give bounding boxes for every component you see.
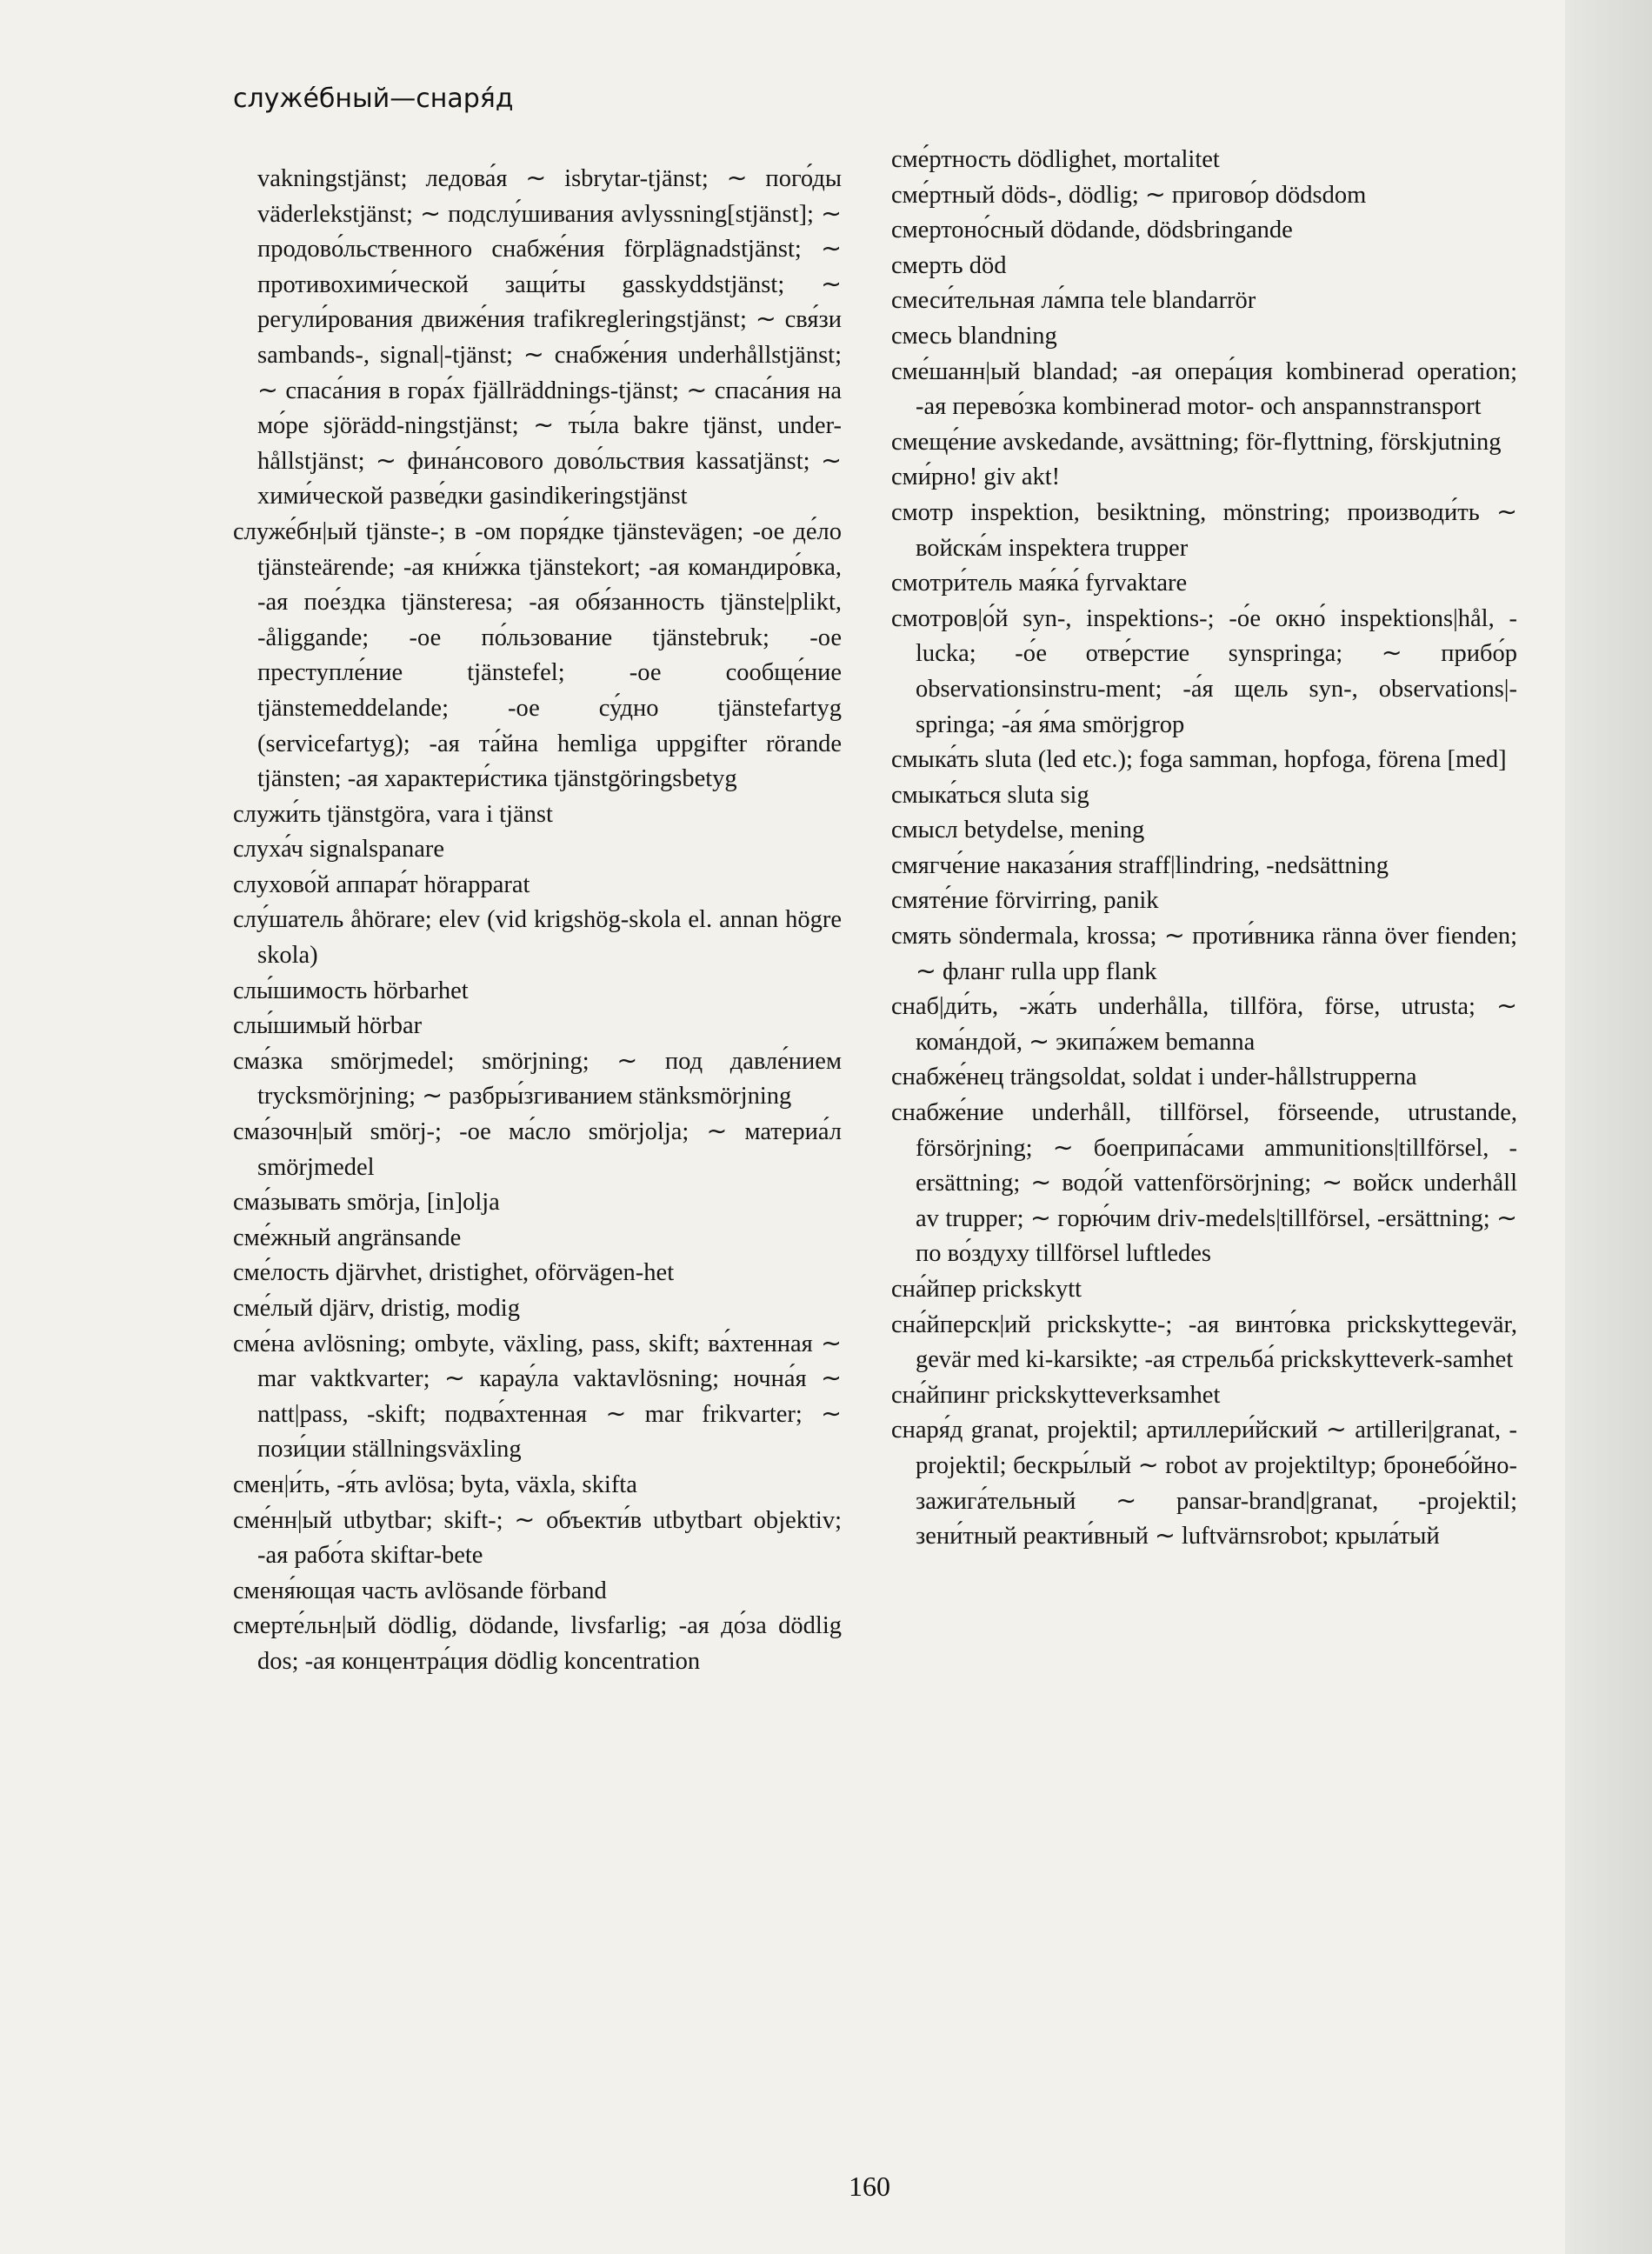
dictionary-entry: сма́зка smörjmedel; smörjning; ∼ под давле́нием trycksmörjning; ∼ разбры́згиванием stänksmörjning	[233, 1047, 842, 1110]
dictionary-entry: смеще́ние avskedande, avsättning; för-flyttning, förskjutning	[891, 428, 1502, 456]
dictionary-entry: служи́ть tjänstgöra, vara i tjänst	[233, 800, 553, 828]
dictionary-entry: снаря́д granat, projektil; артиллери́йский ∼ artilleri|granat, -projektil; бескры́лый ∼ robot av projektiltyp; бронебо́йно-зажига́тельный ∼ pansar-brand|granat, -projektil; зени́тный реакти́вный ∼ luftvärnsrobot; крыла́тый	[891, 1417, 1517, 1550]
dictionary-entry: слу́шатель åhörare; elev (vid krigshög-skola el. annan högre skola)	[233, 906, 842, 970]
dictionary-entry: служе́бн|ый tjänste-; в -ом поря́дке tjänstevägen; -ое де́ло tjänsteärende; -ая кни́жка tjänstekort; -ая командиро́вка, -ая пое́здка tjänsteresa; -ая обя́занность tjänste|plikt, -åliggande; -ое по́льзование tjänstebruk; -ое преступле́ние tjänstefel; -ое сообще́ние tjänstemeddelande; -ое су́дно tjänstefartyg (servicefartyg); -ая та́йна hemliga uppgifter rörande tjänsten; -ая характери́стика tjänstgöringsbetyg	[233, 517, 842, 793]
right-column	[891, 143, 1517, 1555]
dictionary-entry: смесь blandning	[891, 322, 1057, 350]
dictionary-entry: смыка́ться sluta sig	[891, 781, 1089, 809]
dictionary-entry: сма́зочн|ый smörj-; -ое ма́сло smörjolja; ∼ материа́л smörjmedel	[233, 1118, 842, 1181]
dictionary-entry: сна́йпер prickskytt	[891, 1276, 1082, 1303]
dictionary-entry: сме́лость djärvhet, dristighet, oförvägen-het	[233, 1259, 675, 1287]
left-column	[233, 162, 842, 1680]
dictionary-entry: сме́жный angränsande	[233, 1224, 462, 1251]
dictionary-entry: смять söndermala, krossa; ∼ проти́вника ränna över fienden; ∼ фланг rulla upp flank	[891, 923, 1517, 985]
dictionary-entry: сме́нн|ый utbytbar; skift-; ∼ объекти́в utbytbart objektiv; -ая рабо́та skiftar-bete	[233, 1506, 842, 1570]
dictionary-entry: сна́йперск|ий prickskytte-; -ая винто́вка prickskyttegevär, gevär med ki-karsikte; -ая стрельба́ prickskytteverk-samhet	[891, 1310, 1517, 1374]
running-head: служе́бный—снаря́д	[233, 83, 514, 114]
dictionary-entry: сме́шанн|ый blandad; -ая опера́ция kombinerad operation; -ая перево́зка kombinerad motor- och anspannstransport	[891, 357, 1517, 421]
page-number: 160	[849, 2171, 890, 2202]
dictionary-entry: vakningstjänst; ледова́я ∼ isbrytar-tjänst; ∼ пого́ды väderlekstjänst; ∼ подслу́шивания avlyssning[stjänst]; ∼ продово́льственного снабже́ния förplägnadstjänst; ∼ противохими́ческой защи́ты gasskyddstjänst; ∼ регули́рования движе́ния trafikregleringstjänst; ∼ свя́зи sambands-, signal|-tjänst; ∼ снабже́ния underhållstjänst; ∼ спаса́ния в гора́х fjällräddnings-tjänst; ∼ спаса́ния на мо́ре sjörädd-ningstjänst; ∼ ты́ла bakre tjänst, under-hållstjänst; ∼ фина́нсового дово́льствия kassatjänst; ∼ хими́ческой разве́дки gasindikeringstjänst	[257, 165, 842, 510]
dictionary-entry: сменя́ющая часть avlösande förband	[233, 1577, 607, 1604]
dictionary-entry: смысл betydelse, mening	[891, 817, 1145, 844]
dictionary-entry: смыка́ть sluta (led etc.); foga samman, hopfoga, förena [med]	[891, 746, 1507, 774]
dictionary-entry: смотри́тель мая́ка́ fyrvaktare	[891, 570, 1188, 597]
dictionary-entry: слухово́й аппара́т hörapparat	[233, 870, 530, 898]
dictionary-entry: сна́йпинг prickskytteverksamhet	[891, 1381, 1221, 1409]
dictionary-entry: смеси́тельная ла́мпа tele blandarrör	[891, 287, 1256, 315]
dictionary-entry: смотров|о́й syn-, inspektions-; -о́е окно́ inspektions|hål, -lucka; -о́е отве́рстие synspringa; ∼ прибо́р observationsinstru-ment; -а́я щель syn-, observations|-springa; -а́я я́ма smörjgrop	[891, 604, 1517, 738]
dictionary-entry: смягче́ние наказа́ния straff|lindring, -nedsättning	[891, 851, 1389, 879]
facing-page-edge	[1565, 0, 1652, 2254]
dictionary-entry: смертоно́сный dödande, dödsbringande	[891, 217, 1293, 244]
dictionary-entry: сма́зывать smörja, [in]olja	[233, 1189, 500, 1217]
dictionary-entry: смотр inspektion, besiktning, mönstring; производи́ть ∼ войска́м inspektera trupper	[891, 498, 1517, 562]
dictionary-entry: сме́ртность dödlighet, mortalitet	[891, 146, 1220, 173]
dictionary-entry: смен|и́ть, -я́ть avlösa; byta, växla, skifta	[233, 1470, 637, 1498]
dictionary-entry: снабже́нец trängsoldat, soldat i under-hållstrupperna	[891, 1064, 1417, 1091]
dictionary-entry: сми́рно! giv akt!	[891, 463, 1061, 491]
dictionary-entry: снабже́ние underhåll, tillförsel, förseende, utrustande, försörjning; ∼ боеприпа́сами ammunitions|tillförsel, -ersättning; ∼ водо́й vattenförsörjning; ∼ войск underhåll av trupper; ∼ горю́чим driv-medels|tillförsel, -ersättning; ∼ по во́здуху tillförsel luftledes	[891, 1099, 1517, 1268]
dictionary-entry: слуха́ч signalspanare	[233, 836, 445, 864]
dictionary-entry: слы́шимость hörbarhet	[233, 977, 469, 1004]
dictionary-entry: смерть död	[891, 251, 1007, 279]
dictionary-entry: сме́лый djärv, dristig, modig	[233, 1295, 520, 1322]
dictionary-entry: смяте́ние förvirring, panik	[891, 887, 1159, 915]
dictionary-entry: смерте́льн|ый dödlig, dödande, livsfarlig; -ая до́за dödlig dos; -ая концентра́ция dödlig koncentration	[233, 1612, 842, 1675]
dictionary-entry: сме́на avlösning; ombyte, växling, pass, skift; ва́хтенная ∼ mar vaktkvarter; ∼ карау́ла vaktavlösning; ночна́я ∼ natt|pass, -skift; подва́хтенная ∼ mar frikvarter; ∼ пози́ции ställningsväxling	[233, 1330, 842, 1464]
dictionary-entry: сме́ртный döds-, dödlig; ∼ пригово́р dödsdom	[891, 181, 1367, 209]
dictionary-entry: снаб|ди́ть, -жа́ть underhålla, tillföra, förse, utrusta; ∼ кома́ндой, ∼ экипа́жем bemanna	[891, 993, 1517, 1056]
dictionary-entry: слы́шимый hörbar	[233, 1012, 423, 1040]
